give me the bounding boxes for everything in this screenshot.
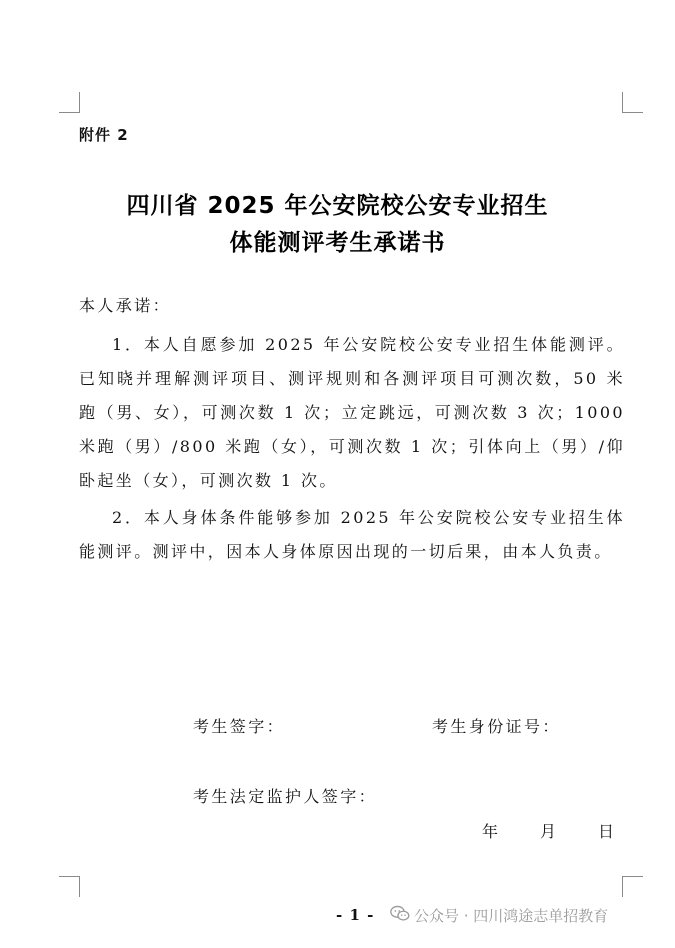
watermark-text: 公众号 · 四川鸿途志单招教育 [414, 907, 609, 925]
crop-mark-top-right [622, 92, 643, 113]
crop-mark-bottom-left [59, 876, 80, 897]
crop-mark-bottom-right [622, 876, 643, 897]
guardian-signature-label: 考生法定监护人签字： [193, 787, 378, 806]
wechat-icon [390, 905, 410, 926]
paragraph-2: 2．本人身体条件能够参加 2025 年公安院校公安专业招生体能测评。测评中，因本人身体原因出现的一切后果，由本人负责。 [79, 508, 625, 561]
student-signature-label: 考生签字： [193, 717, 286, 736]
document-title-line-2: 体能测评考生承诺书 [229, 230, 446, 256]
watermark [390, 905, 608, 926]
document-title-line-1: 四川省 2025 年公安院校公安专业招生 [126, 193, 549, 219]
date-year: 年 [482, 822, 499, 841]
date-day: 日 [598, 822, 615, 841]
date-month: 月 [540, 822, 557, 841]
attachment-label: 附件 2 [79, 126, 129, 144]
paragraph-1: 1．本人自愿参加 2025 年公安院校公安专业招生体能测评。已知晓并理解测评项目、测评规则和各测评项目可测次数，50 米跑（男、女），可测次数 1 次；立定跳远，可测次数 3 次；1000 米跑（男）/800 米跑（女），可测次数 1 次；引体向上（男）/仰卧起坐（女），可测次数 1 次。 [79, 335, 625, 490]
intro-text: 本人承诺： [79, 296, 172, 315]
student-id-label: 考生身份证号： [432, 717, 561, 736]
page-number: - 1 - [336, 906, 375, 924]
crop-mark-top-left [59, 92, 80, 113]
